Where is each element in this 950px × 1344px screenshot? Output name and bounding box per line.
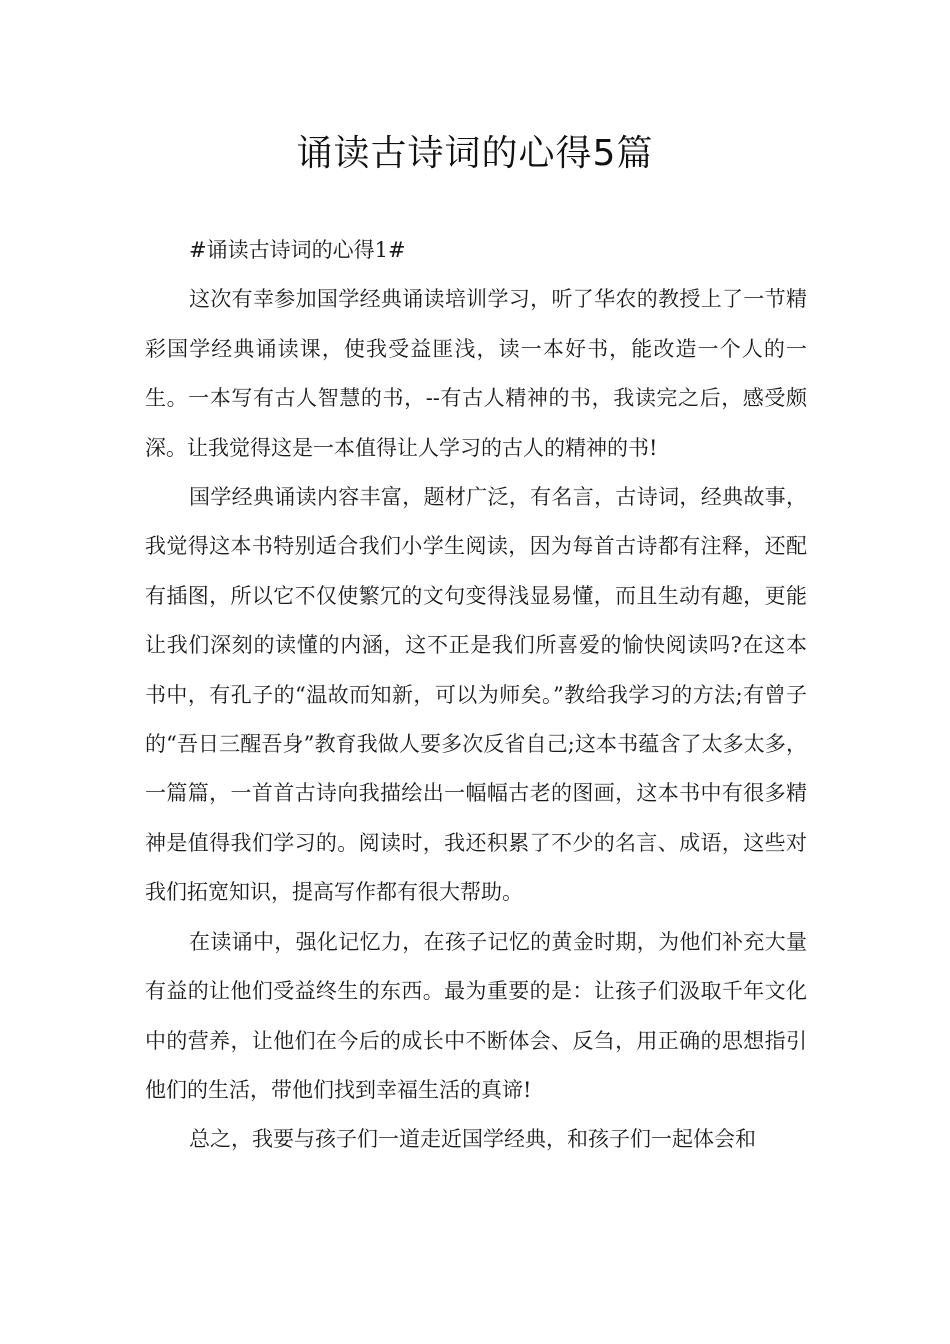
document-title: 诵读古诗词的心得5篇	[296, 133, 654, 174]
document-body	[145, 226, 807, 1165]
paragraph-1: 这次有幸参加国学经典诵读培训学习，听了华农的教授上了一节精彩国学经典诵读课，使我受益匪浅，读一本好书，能改造一个人的一生。一本写有古人智慧的书，--有古人精神的书，我读完之后，感受颇深。让我觉得这是一本值得让人学习的古人的精神的书!	[145, 287, 807, 460]
paragraph-2: 国学经典诵读内容丰富，题材广泛，有名言，古诗词，经典故事，我觉得这本书特别适合我们小学生阅读，因为每首古诗都有注释，还配有插图，所以它不仅使繁冗的文句变得浅显易懂，而且生动有趣，更能让我们深刻的读懂的内涵，这不正是我们所喜爱的愉快阅读吗?在这本书中，有孔子的“温故而知新，可以为师矣。”教给我学习的方法;有曾子的“吾日三醒吾身”教育我做人要多次反省自己;这本书蕴含了太多太多，一篇篇，一首首古诗向我描绘出一幅幅古老的图画，这本书中有很多精神是值得我们学习的。阅读时，我还积累了不少的名言、成语，这些对我们拓宽知识，提高写作都有很大帮助。	[145, 485, 807, 905]
paragraph-4: 总之，我要与孩子们一道走近国学经典，和孩子们一起体会和	[189, 1127, 756, 1152]
section-heading: #诵读古诗词的心得1#	[189, 238, 406, 262]
paragraph-3: 在读诵中，强化记忆力，在孩子记忆的黄金时期，为他们补充大量有益的让他们受益终生的东西。最为重要的是：让孩子们汲取千年文化中的营养，让他们在今后的成长中不断体会、反刍，用正确的思想指引他们的生活，带他们找到幸福生活的真谛!	[145, 929, 807, 1102]
